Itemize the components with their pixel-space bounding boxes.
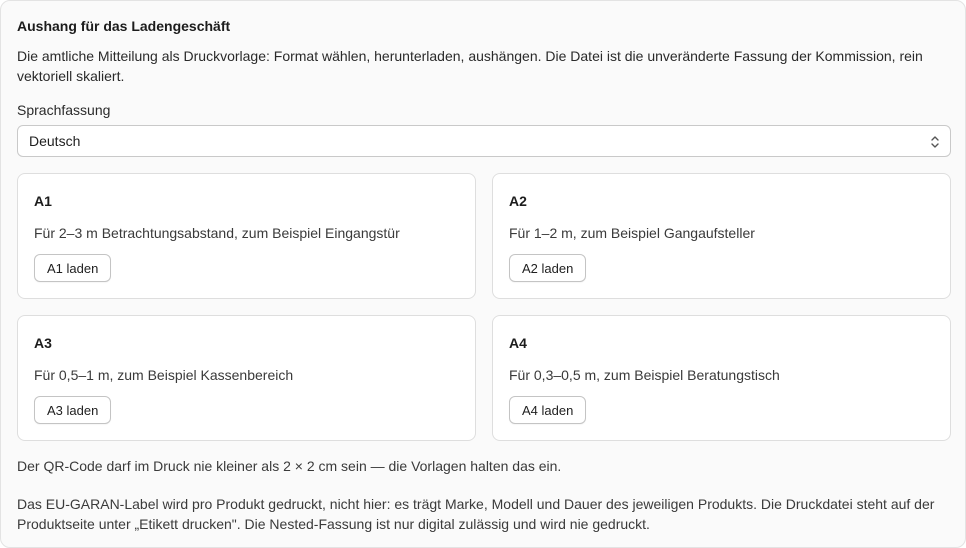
- qr-code-note: Der QR-Code darf im Druck nie kleiner als 2 × 2 cm sein — die Vorlagen halten das ein.: [17, 458, 562, 474]
- format-card-a2: [492, 173, 951, 299]
- format-description: Für 1–2 m, zum Beispiel Gangaufsteller: [509, 225, 755, 241]
- format-title: A4: [509, 335, 527, 351]
- download-a3-button[interactable]: A3 laden: [34, 396, 111, 424]
- format-card-a4: [492, 315, 951, 441]
- language-select[interactable]: [17, 125, 951, 157]
- chevron-up-down-icon: [930, 134, 940, 150]
- panel-title: Aushang für das Ladengeschäft: [17, 18, 231, 34]
- format-card-a3: [17, 315, 476, 441]
- download-a4-button[interactable]: A4 laden: [509, 396, 586, 424]
- format-title: A3: [34, 335, 52, 351]
- format-title: A2: [509, 193, 527, 209]
- eu-label-note: Das EU-GARAN-Label wird pro Produkt gedruckt, nicht hier: es trägt Marke, Modell und Dauer des jeweiligen Produkts. Die Druckdatei steht auf der Produktseite unter „Etikett drucken". Die Nested-Fassung ist nur digital zulässig und wird nie gedruckt.: [17, 496, 935, 532]
- language-select-value: Deutsch: [29, 133, 81, 149]
- format-card-a1: [17, 173, 476, 299]
- download-a1-button[interactable]: A1 laden: [34, 254, 111, 282]
- language-select-label: Sprachfassung: [17, 102, 111, 118]
- format-description: Für 2–3 m Betrachtungsabstand, zum Beispiel Eingangstür: [34, 225, 400, 241]
- format-description: Für 0,5–1 m, zum Beispiel Kassenbereich: [34, 367, 294, 383]
- format-description: Für 0,3–0,5 m, zum Beispiel Beratungstisch: [509, 367, 780, 383]
- format-title: A1: [34, 193, 52, 209]
- download-a2-button[interactable]: A2 laden: [509, 254, 586, 282]
- panel-intro: Die amtliche Mitteilung als Druckvorlage: Format wählen, herunterladen, aushängen. Die Datei ist die unveränderte Fassung der Kommission, rein vektoriell skaliert.: [17, 48, 923, 84]
